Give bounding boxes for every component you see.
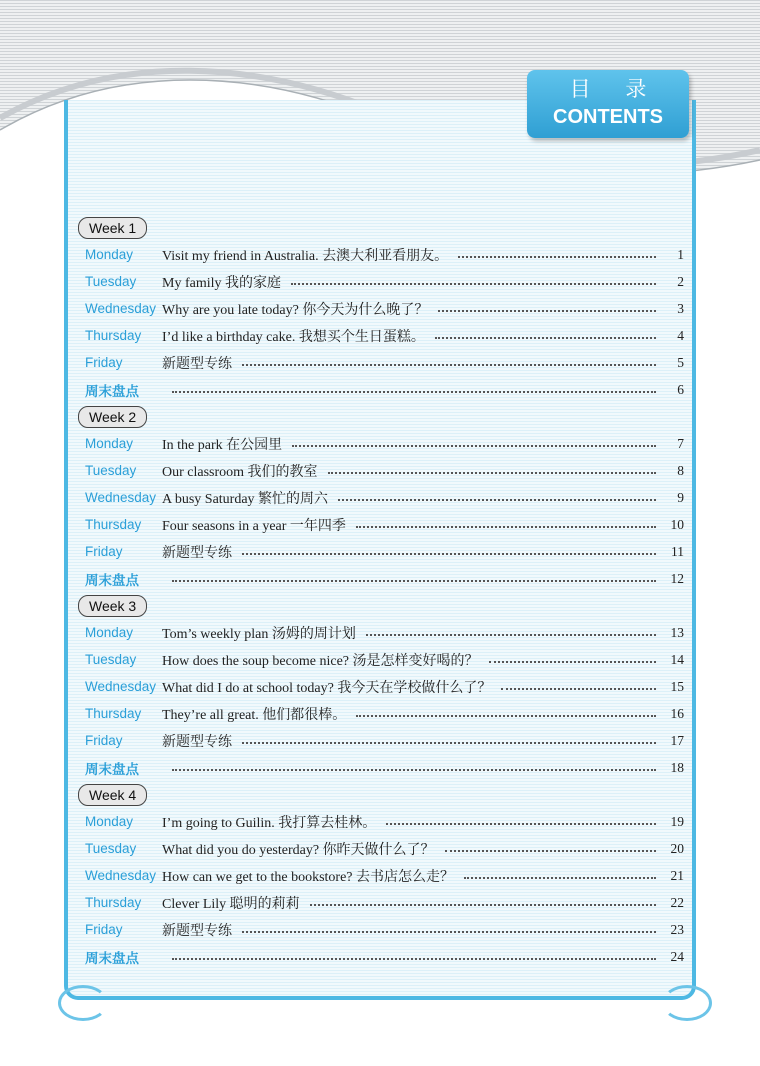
toc-page-number: 24	[670, 948, 684, 964]
toc-entry[interactable]	[78, 835, 684, 862]
toc-title: How can we get to the bookstore? 去书店怎么走？	[162, 869, 454, 885]
week-heading	[78, 403, 684, 430]
toc-entry[interactable]	[78, 889, 684, 916]
dot-leader	[242, 552, 656, 555]
toc-page-number: 10	[670, 516, 684, 532]
toc-day-label: 周末盘点	[85, 572, 139, 589]
toc-entry[interactable]	[78, 268, 684, 295]
toc-day-label: Wednesday	[85, 301, 157, 316]
toc-day-label: Wednesday	[85, 679, 157, 694]
toc-entry[interactable]	[78, 727, 684, 754]
toc-day-label: Tuesday	[85, 652, 137, 667]
toc-title: Four seasons in a year 一年四季	[162, 518, 346, 534]
toc-title: Clever Lily 聪明的莉莉	[162, 896, 300, 912]
contents-header	[527, 70, 689, 138]
toc-entry[interactable]	[78, 322, 684, 349]
header-title-cn: 目 录	[569, 77, 661, 101]
toc-title: 新题型专练	[162, 356, 232, 372]
toc-page-number: 1	[677, 246, 684, 262]
dot-leader	[356, 714, 656, 717]
toc-entry[interactable]	[78, 808, 684, 835]
toc-entry[interactable]	[78, 484, 684, 511]
toc-page-number: 6	[677, 381, 684, 397]
dot-leader	[438, 309, 656, 312]
toc-page-number: 4	[677, 327, 684, 343]
toc-entry[interactable]	[78, 430, 684, 457]
toc-page-number: 5	[677, 354, 684, 370]
dot-leader	[386, 822, 656, 825]
toc-page-number: 15	[670, 678, 684, 694]
toc-title: 新题型专练	[162, 923, 232, 939]
toc-page-number: 17	[670, 732, 684, 748]
toc-day-label: Friday	[85, 733, 123, 748]
table-of-contents	[78, 214, 684, 970]
toc-page-number: 16	[670, 705, 684, 721]
toc-page-number: 3	[677, 300, 684, 316]
toc-entry[interactable]	[78, 862, 684, 889]
week-heading	[78, 214, 684, 241]
toc-day-label: Monday	[85, 247, 134, 262]
toc-page-number: 19	[670, 813, 684, 829]
dot-leader	[310, 903, 656, 906]
dot-leader	[328, 471, 656, 474]
dot-leader	[356, 525, 656, 528]
dot-leader	[172, 768, 656, 771]
toc-page-number: 7	[677, 435, 684, 451]
toc-title: 新题型专练	[162, 545, 232, 561]
toc-title: I’m going to Guilin. 我打算去桂林。	[162, 815, 377, 831]
toc-title: They’re all great. 他们都很棒。	[162, 707, 347, 723]
dot-leader	[242, 741, 656, 744]
toc-title: What did you do yesterday? 你昨天做什么了？	[162, 842, 435, 858]
week-badge: Week 1	[78, 217, 147, 239]
toc-day-label: 周末盘点	[85, 950, 139, 967]
toc-title: Our classroom 我们的教室	[162, 464, 318, 480]
toc-entry[interactable]	[78, 349, 684, 376]
toc-entry[interactable]	[78, 943, 684, 970]
header-title-en: CONTENTS	[553, 106, 663, 128]
toc-entry[interactable]	[78, 457, 684, 484]
toc-entry[interactable]	[78, 511, 684, 538]
toc-page-number: 13	[670, 624, 684, 640]
toc-day-label: Thursday	[85, 706, 142, 721]
toc-page-number: 20	[670, 840, 684, 856]
dot-leader	[464, 876, 656, 879]
toc-entry[interactable]	[78, 241, 684, 268]
toc-page-number: 12	[670, 570, 684, 586]
dot-leader	[435, 336, 656, 339]
toc-title: Tom’s weekly plan 汤姆的周计划	[162, 626, 356, 642]
dot-leader	[338, 498, 656, 501]
toc-title: Why are you late today? 你今天为什么晚了？	[162, 302, 429, 318]
toc-entry[interactable]	[78, 646, 684, 673]
toc-page-number: 18	[670, 759, 684, 775]
dot-leader	[366, 633, 656, 636]
toc-day-label: Friday	[85, 544, 123, 559]
toc-title: How does the soup become nice? 汤是怎样变好喝的？	[162, 653, 479, 669]
toc-day-label: Thursday	[85, 517, 142, 532]
dot-leader	[445, 849, 656, 852]
toc-day-label: Wednesday	[85, 868, 157, 883]
week-badge: Week 3	[78, 595, 147, 617]
toc-day-label: Friday	[85, 922, 123, 937]
toc-day-label: Thursday	[85, 895, 142, 910]
dot-leader	[242, 363, 656, 366]
toc-day-label: Monday	[85, 436, 134, 451]
toc-title: 新题型专练	[162, 734, 232, 750]
toc-entry[interactable]	[78, 673, 684, 700]
toc-page-number: 22	[670, 894, 684, 910]
dot-leader	[501, 687, 656, 690]
toc-page-number: 23	[670, 921, 684, 937]
toc-day-label: Tuesday	[85, 274, 137, 289]
curl-decoration-right	[662, 985, 712, 1021]
dot-leader	[172, 957, 656, 960]
toc-day-label: Monday	[85, 625, 134, 640]
toc-title: Visit my friend in Australia. 去澳大利亚看朋友。	[162, 248, 449, 264]
toc-day-label: Tuesday	[85, 463, 137, 478]
toc-title: A busy Saturday 繁忙的周六	[162, 491, 329, 507]
toc-entry[interactable]	[78, 565, 684, 592]
dot-leader	[172, 579, 656, 582]
toc-day-label: 周末盘点	[85, 383, 139, 400]
dot-leader	[242, 930, 656, 933]
toc-title: I’d like a birthday cake. 我想买个生日蛋糕。	[162, 329, 425, 345]
dot-leader	[291, 282, 656, 285]
toc-page-number: 14	[670, 651, 684, 667]
dot-leader	[489, 660, 657, 663]
toc-entry[interactable]	[78, 376, 684, 403]
toc-title: My family 我的家庭	[162, 275, 281, 291]
toc-day-label: Thursday	[85, 328, 142, 343]
toc-entry[interactable]	[78, 619, 684, 646]
toc-title: In the park 在公园里	[162, 437, 283, 453]
toc-day-label: 周末盘点	[85, 761, 139, 778]
dot-leader	[458, 255, 656, 258]
toc-entry[interactable]	[78, 538, 684, 565]
week-heading	[78, 592, 684, 619]
toc-entry[interactable]	[78, 916, 684, 943]
week-heading	[78, 781, 684, 808]
week-badge: Week 4	[78, 784, 147, 806]
toc-page-number: 8	[677, 462, 684, 478]
toc-day-label: Monday	[85, 814, 134, 829]
dot-leader	[172, 390, 656, 393]
toc-entry[interactable]	[78, 295, 684, 322]
toc-page-number: 2	[677, 273, 684, 289]
toc-page-number: 21	[670, 867, 684, 883]
curl-decoration-left	[58, 985, 108, 1021]
toc-day-label: Tuesday	[85, 841, 137, 856]
toc-page-number: 9	[677, 489, 684, 505]
dot-leader	[292, 444, 656, 447]
toc-page-number: 11	[671, 543, 684, 559]
toc-entry[interactable]	[78, 700, 684, 727]
toc-day-label: Friday	[85, 355, 123, 370]
toc-title: What did I do at school today? 我今天在学校做什么了？	[162, 680, 492, 696]
week-badge: Week 2	[78, 406, 147, 428]
toc-day-label: Wednesday	[85, 490, 157, 505]
toc-entry[interactable]	[78, 754, 684, 781]
